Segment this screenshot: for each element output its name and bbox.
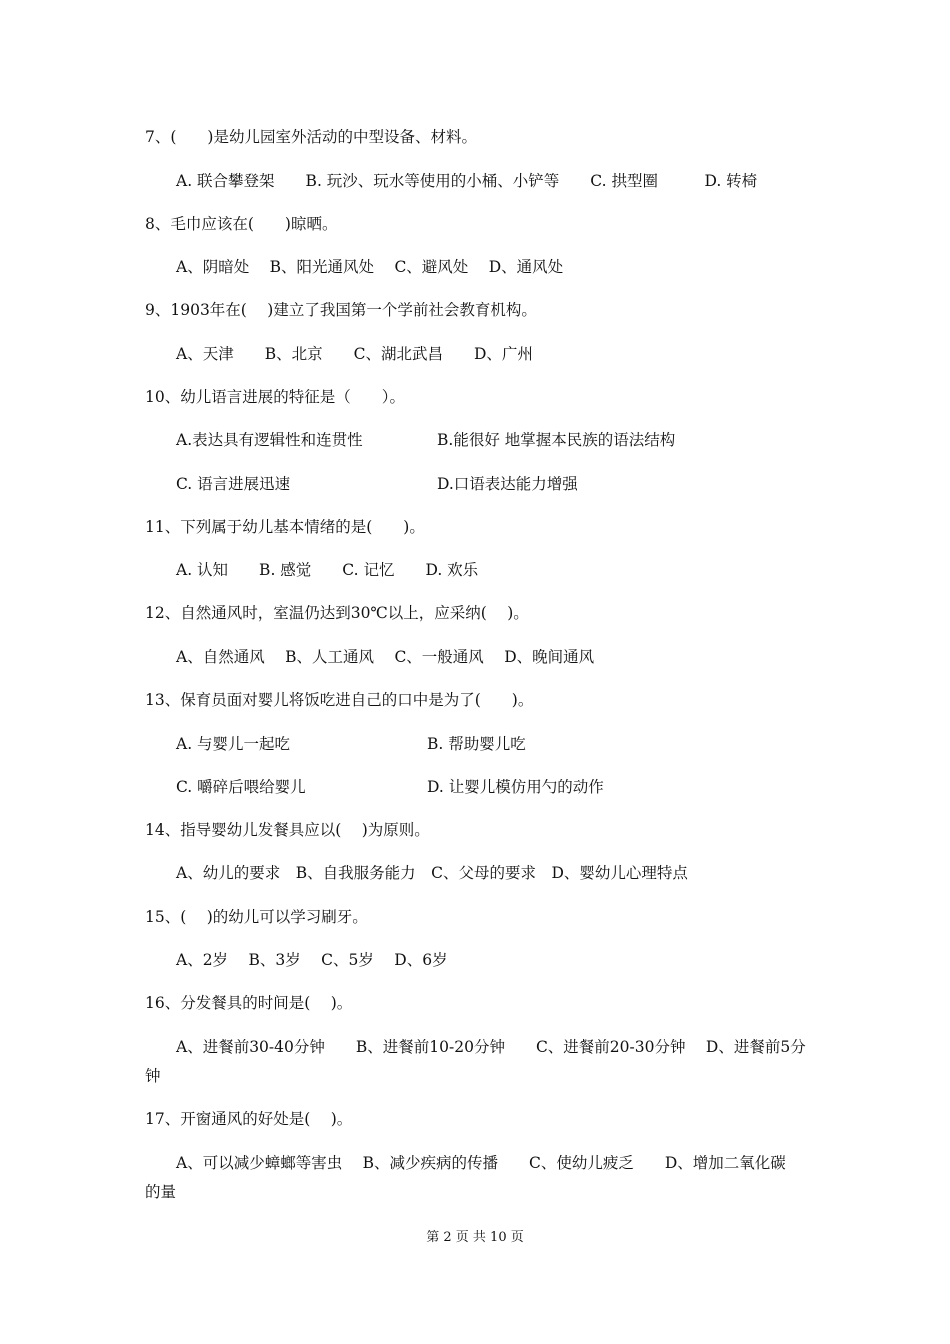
question-17-options-line-2: 的量: [145, 1183, 177, 1201]
question-13-option-c: C. 嚼碎后喂给婴儿: [176, 778, 306, 796]
question-17-options-line-1: A、可以减少蟑螂等害虫 B、减少疾病的传播 C、使幼儿疲乏 D、增加二氧化碳: [176, 1154, 786, 1172]
question-14-options: A、幼儿的要求 B、自我服务能力 C、父母的要求 D、婴幼儿心理特点: [176, 864, 688, 882]
question-13-option-a: A. 与婴儿一起吃: [176, 735, 291, 753]
question-16-options-line-1: A、进餐前30-40分钟 B、进餐前10-20分钟 C、进餐前20-30分钟 D、进餐前5分: [176, 1038, 806, 1056]
question-17-stem: 17、开窗通风的好处是( )。: [145, 1110, 353, 1128]
question-10-option-b: B.能很好 地掌握本民族的语法结构: [437, 431, 676, 449]
question-7-stem: 7、( )是幼儿园室外活动的中型设备、材料。: [145, 128, 477, 146]
question-16-stem: 16、分发餐具的时间是( )。: [145, 994, 353, 1012]
question-10-option-c: C. 语言进展迅速: [176, 475, 291, 493]
question-15-stem: 15、( )的幼儿可以学习刷牙。: [145, 908, 368, 926]
question-8-options: A、阴暗处 B、阳光通风处 C、避风处 D、通风处: [176, 258, 564, 276]
question-11-options: A. 认知 B. 感觉 C. 记忆 D. 欢乐: [176, 561, 479, 579]
question-10-option-d: D.口语表达能力增强: [437, 475, 578, 493]
question-9-stem: 9、1903年在( )建立了我国第一个学前社会教育机构。: [145, 301, 537, 319]
question-11-stem: 11、下列属于幼儿基本情绪的是( )。: [145, 518, 425, 536]
question-12-options: A、自然通风 B、人工通风 C、一般通风 D、晚间通风: [176, 648, 595, 666]
question-8-stem: 8、毛巾应该在( )晾晒。: [145, 215, 338, 233]
question-13-option-b: B. 帮助婴儿吃: [427, 735, 526, 753]
question-13-option-d: D. 让婴儿模仿用勺的动作: [427, 778, 604, 796]
question-9-options: A、天津 B、北京 C、湖北武昌 D、广州: [176, 345, 533, 363]
page-number-footer: 第 2 页 共 10 页: [426, 1230, 524, 1245]
question-14-stem: 14、指导婴幼儿发餐具应以( )为原则。: [145, 821, 430, 839]
question-12-stem: 12、自然通风时，室温仍达到30℃以上，应采纳( )。: [145, 604, 529, 622]
question-16-options-line-2: 钟: [145, 1067, 161, 1085]
question-10-stem: 10、幼儿语言进展的特征是（ ）。: [145, 388, 405, 406]
question-7-options: A. 联合攀登架 B. 玩沙、玩水等使用的小桶、小铲等 C. 拱型圈 D. 转椅: [176, 172, 758, 190]
question-15-options: A、2岁 B、3岁 C、5岁 D、6岁: [176, 951, 448, 969]
question-13-stem: 13、保育员面对婴儿将饭吃进自己的口中是为了( )。: [145, 691, 534, 709]
question-10-option-a: A.表达具有逻辑性和连贯性: [176, 431, 363, 449]
